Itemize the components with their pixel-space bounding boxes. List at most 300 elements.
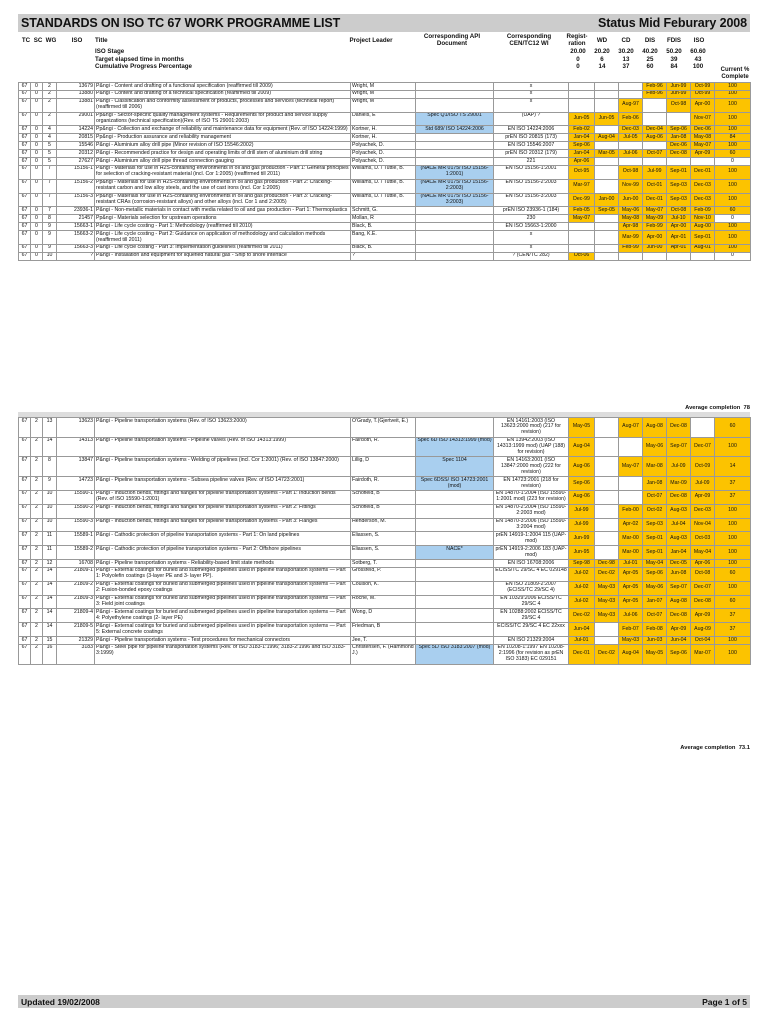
cell-cd: May-07	[619, 457, 643, 477]
cell-percent: 100	[715, 637, 751, 645]
cell-sc: 0	[31, 223, 43, 231]
cell-fdis: Aug-03	[667, 504, 691, 518]
cell-title: Pp&ngi - Materials selection for upstream operations	[95, 215, 351, 223]
cell-percent: 37	[715, 490, 751, 504]
cell-wd	[595, 244, 619, 252]
cell-leader: Wong, D	[351, 609, 416, 623]
cell-cd	[619, 437, 643, 457]
cell-iso-date: Dec-07	[691, 437, 715, 457]
cell-dis: May-04	[643, 560, 667, 568]
cell-iso-date	[691, 252, 715, 260]
cell-iso-date: Apr-09	[691, 609, 715, 623]
iso-stage-row: ISO Stage 20.00 20.20 30.20 40.20 50.20 60.60	[95, 48, 706, 55]
cell-cd: May-03	[619, 637, 643, 645]
cell-api	[416, 504, 494, 518]
title-bar	[18, 14, 750, 32]
table-row	[19, 193, 751, 207]
cell-title: P&ngi - Life cycle costing - Part 2: Guidance on application of methodology and calculation methods (reaffirmed till 2011)	[95, 231, 351, 245]
footer-bar	[18, 995, 750, 1008]
cell-cd	[619, 90, 643, 98]
table-row	[19, 637, 751, 645]
cell-cd	[619, 477, 643, 491]
cell-fdis: Dec-06	[667, 142, 691, 150]
col-wd: WD	[596, 37, 608, 44]
cell-tc: 67	[19, 98, 31, 112]
cell-iso: 21809-2	[57, 581, 95, 595]
cell-sc: 2	[31, 644, 43, 664]
cell-tc: 67	[19, 623, 31, 637]
table-row	[19, 179, 751, 193]
table-row	[19, 490, 751, 504]
cell-wg: 14	[43, 609, 57, 623]
cell-dis: May-07	[643, 207, 667, 215]
cell-sc: 0	[31, 244, 43, 252]
cell-registration: Jul-99	[569, 504, 595, 518]
cell-percent: 100	[715, 560, 751, 568]
cell-percent: 84	[715, 134, 751, 142]
cell-cd: Apr-05	[619, 595, 643, 609]
cell-tc: 67	[19, 244, 31, 252]
cell-cen: x	[494, 231, 569, 245]
cell-registration: Dec-02	[569, 609, 595, 623]
cell-cen: EN 14870-2:2004 (ISO 15590-2:2003 mod)	[494, 504, 569, 518]
cell-registration: Sep-06	[569, 142, 595, 150]
cell-cen: EN ISO 15156-3:2003	[494, 193, 569, 207]
cell-iso: 21457	[57, 215, 95, 223]
cell-api: (NACE MR 0175/ ISO 15156-3:2003)	[416, 193, 494, 207]
cell-registration: Sep-98	[569, 560, 595, 568]
cell-cd: Apr-05	[619, 581, 643, 595]
cell-sc: 0	[31, 83, 43, 91]
cell-dis: Oct-01	[643, 179, 667, 193]
table-row	[19, 532, 751, 546]
cell-wg: 5	[43, 158, 57, 166]
cell-dis: Jul-99	[643, 165, 667, 179]
cell-wd	[595, 490, 619, 504]
cell-sc: 2	[31, 532, 43, 546]
cell-percent: 37	[715, 477, 751, 491]
cell-cd	[619, 158, 643, 166]
table-row	[19, 207, 751, 215]
cell-title: P&ngi - Non-metallic materials in contact with media related to oil and gas production - Part 1: Thermoplastics	[95, 207, 351, 215]
cell-wg: 10	[43, 252, 57, 260]
cell-fdis: Jan-04	[667, 546, 691, 560]
cell-title: P&ngi - Cathodic protection of pipeline transportation systems - Part 2: Offshore pipelines	[95, 546, 351, 560]
cell-fdis: Sep-03	[667, 193, 691, 207]
cell-tc: 67	[19, 637, 31, 645]
cell-dis: Feb-99	[643, 223, 667, 231]
table-row	[19, 504, 751, 518]
cell-wd	[595, 623, 619, 637]
cell-sc: 0	[31, 158, 43, 166]
cell-tc: 67	[19, 142, 31, 150]
cell-sc: 2	[31, 504, 43, 518]
cell-wd	[595, 83, 619, 91]
cell-wg: 8	[43, 457, 57, 477]
cell-sc: 0	[31, 231, 43, 245]
cell-sc: 2	[31, 637, 43, 645]
cell-sc: 2	[31, 418, 43, 438]
cell-wd: Dec-02	[595, 567, 619, 581]
cell-cen: 230	[494, 215, 569, 223]
cell-iso-date: Nov-10	[691, 215, 715, 223]
cell-registration: Dec-99	[569, 193, 595, 207]
cell-leader: Roche, M.	[351, 595, 416, 609]
cell-fdis: Aug-03	[667, 532, 691, 546]
cell-api	[416, 142, 494, 150]
cell-wg: 7	[43, 193, 57, 207]
cell-percent: 100	[715, 518, 751, 532]
cell-wd	[595, 518, 619, 532]
cell-title: P&ngi - Aluminium alloy drill pipe (Minor revision of ISO 15546:2002)	[95, 142, 351, 150]
cell-api	[416, 215, 494, 223]
cell-title: P&ngi - Cathodic protection of pipeline transportation systems - Part 1: On land pipelines	[95, 532, 351, 546]
cell-cen: x	[494, 90, 569, 98]
cell-iso-date: Aug-01	[691, 244, 715, 252]
cell-api	[416, 637, 494, 645]
cell-title: P&ngi - Pipeline transportation systems (Rev. of ISO 13623:2000)	[95, 418, 351, 438]
cell-api	[416, 252, 494, 260]
table-row	[19, 165, 751, 179]
cell-registration: Jan-04	[569, 150, 595, 158]
cell-dis: Jan-08	[643, 477, 667, 491]
cell-api	[416, 490, 494, 504]
cell-cd: Mar-00	[619, 546, 643, 560]
table-row	[19, 134, 751, 142]
cell-wd	[595, 231, 619, 245]
cell-api	[416, 581, 494, 595]
table-row	[19, 231, 751, 245]
cell-iso-date: Dec-08	[691, 595, 715, 609]
cell-api	[416, 207, 494, 215]
cell-cen: 221	[494, 158, 569, 166]
cell-sc: 0	[31, 215, 43, 223]
cell-tc: 67	[19, 457, 31, 477]
cell-sc: 0	[31, 90, 43, 98]
cell-wd: Dec-02	[595, 644, 619, 664]
cell-cd: Feb-99	[619, 244, 643, 252]
cell-iso-date: Dec-07	[691, 581, 715, 595]
cell-wg: 11	[43, 532, 57, 546]
cell-leader: Henderson, M.	[351, 518, 416, 532]
cell-iso-date: Sep-01	[691, 231, 715, 245]
status-date: Status Mid Feburary 2008	[597, 16, 747, 30]
cell-tc: 67	[19, 418, 31, 438]
cell-dis: Sep-03	[643, 518, 667, 532]
cell-fdis: Apr-00	[667, 223, 691, 231]
cell-fdis: Jan-08	[667, 134, 691, 142]
col-sc: SC	[33, 37, 43, 44]
cell-iso: 15663-1	[57, 223, 95, 231]
cell-title: P&ngi - External coatings for buried and submerged pipelines used in pipeline transportation systems — Part 1: Polyolefin coatings (3-layer PE and 3- layer PP).	[95, 567, 351, 581]
cell-iso-date: Feb-09	[691, 207, 715, 215]
cell-fdis: Dec-08	[667, 418, 691, 438]
cell-percent: 100	[715, 112, 751, 126]
table-row	[19, 518, 751, 532]
cell-dis	[643, 142, 667, 150]
cell-fdis: Jul-04	[667, 518, 691, 532]
cell-fdis: Apr-01	[667, 244, 691, 252]
cell-registration: Jun-04	[569, 623, 595, 637]
cell-cd: Jul-05	[619, 134, 643, 142]
cell-iso-date: Aug-09	[691, 623, 715, 637]
cell-leader: Wright, M	[351, 90, 416, 98]
cell-registration: Oct-95	[569, 165, 595, 179]
stage-legend	[18, 48, 750, 80]
cell-leader: Bang, K.E.	[351, 231, 416, 245]
cell-percent: 100	[715, 193, 751, 207]
cell-dis: May-09	[643, 215, 667, 223]
cell-registration: Oct-06	[569, 252, 595, 260]
cell-iso: 13880	[57, 90, 95, 98]
cell-leader: Eliassen, S.	[351, 532, 416, 546]
cell-iso: 15590-1	[57, 490, 95, 504]
cell-registration: Dec-01	[569, 644, 595, 664]
cell-leader: Williams, D. / Tuttle, B.	[351, 193, 416, 207]
cell-iso-date: Oct-04	[691, 637, 715, 645]
cell-title: Pp&ngi - Collection and exchange of reliability and maintenance data for equipment (Rev. of ISO 14224:1999)	[95, 126, 351, 134]
cell-iso: 15156-3	[57, 193, 95, 207]
cell-cen: x	[494, 244, 569, 252]
cell-wg: 9	[43, 244, 57, 252]
page-number: Page 1 of 5	[702, 996, 747, 1007]
cell-wd	[595, 179, 619, 193]
cell-fdis: Jul-09	[667, 457, 691, 477]
cell-iso-date: Dec-03	[691, 179, 715, 193]
cell-tc: 67	[19, 165, 31, 179]
cell-leader: Grossfeld, P.	[351, 567, 416, 581]
cell-sc: 0	[31, 98, 43, 112]
cell-fdis: Jul-10	[667, 215, 691, 223]
cell-registration: Jul-99	[569, 518, 595, 532]
cell-title: P&ngi - Pipeline transportation systems - Reliability-based limit state methods	[95, 560, 351, 568]
cell-wg: 9	[43, 477, 57, 491]
cell-percent: 100	[715, 179, 751, 193]
cell-tc: 67	[19, 126, 31, 134]
cell-leader: Sotberg, T.	[351, 560, 416, 568]
cell-dis: Apr-00	[643, 231, 667, 245]
cell-cen: EN 14723:2001 (218 for revision)	[494, 477, 569, 491]
cell-leader: Kortner, H.	[351, 134, 416, 142]
cell-percent: 100	[715, 244, 751, 252]
cell-api	[416, 90, 494, 98]
cell-iso: 21809-4	[57, 609, 95, 623]
cell-iso: 27627	[57, 158, 95, 166]
table-row	[19, 150, 751, 158]
cell-sc: 0	[31, 207, 43, 215]
cell-registration: May-07	[569, 215, 595, 223]
cell-cd	[619, 142, 643, 150]
cell-registration: May-05	[569, 418, 595, 438]
cell-leader: Kortner, H.	[351, 126, 416, 134]
cell-wg: 8	[43, 215, 57, 223]
cell-cen: EN 13942:2003 (ISO 14313:1999 mod) (UAP (188) for revision)	[494, 437, 569, 457]
cell-wg: 2	[43, 112, 57, 126]
cell-sc: 0	[31, 112, 43, 126]
cell-cd: Apr-05	[619, 567, 643, 581]
cell-leader: Friedman, B	[351, 623, 416, 637]
cell-sc: 0	[31, 134, 43, 142]
cell-cen: EN ISO 14224:2006	[494, 126, 569, 134]
table-row	[19, 567, 751, 581]
cell-api	[416, 158, 494, 166]
cell-iso: 13679	[57, 83, 95, 91]
col-cen: Corresponding CEN/TC12 WI	[506, 33, 552, 47]
cell-iso: 15663-2	[57, 231, 95, 245]
cell-cd: Feb-07	[619, 623, 643, 637]
cell-api	[416, 244, 494, 252]
col-tc: TC	[21, 37, 31, 44]
cell-tc: 67	[19, 504, 31, 518]
cell-leader: Black, B.	[351, 244, 416, 252]
cell-api: Spec 5L/ ISO 3183:2007 (mod)	[416, 644, 494, 664]
cell-cd: Jun-00	[619, 193, 643, 207]
cell-leader: Williams, D. / Tuttle, B.	[351, 165, 416, 179]
cell-fdis: Jun-99	[667, 90, 691, 98]
cell-title: P&ngi - Aluminium alloy drill pipe thread connection gauging	[95, 158, 351, 166]
cell-dis	[643, 98, 667, 112]
cell-title: Pp&ngi - Materials for use in H2S-containing environments in oil and gas production - Part 3: Cracking-resistant CRAs (corrosion-resistant alloys) and other alloys (incl. Cor 1 and 2:2005)	[95, 193, 351, 207]
cell-fdis	[667, 158, 691, 166]
cell-cd: Jul-06	[619, 609, 643, 623]
cell-registration	[569, 244, 595, 252]
cell-wd	[595, 546, 619, 560]
table-row	[19, 609, 751, 623]
cell-leader: ?	[351, 252, 416, 260]
cell-tc: 67	[19, 112, 31, 126]
cell-leader: Wright, M	[351, 98, 416, 112]
cell-sc: 2	[31, 581, 43, 595]
cell-cd: Aug-97	[619, 98, 643, 112]
cell-sc: 2	[31, 437, 43, 457]
cell-api: Spec 6D ISO 14313:1999 (mod)	[416, 437, 494, 457]
cell-title: P&ngi - Induction bends, fittings and flanges for pipeline transportation systems - Part 1: Induction bends (Rev. of ISO 15590-1:2001)	[95, 490, 351, 504]
cell-leader: Daniels, E	[351, 112, 416, 126]
cell-leader: Polyachek, D.	[351, 158, 416, 166]
cell-iso: 21329	[57, 637, 95, 645]
table-row	[19, 581, 751, 595]
cell-tc: 67	[19, 581, 31, 595]
cell-cen: x	[494, 98, 569, 112]
cell-cen: ECISS/TC 29/SC 4 EC 22xxx	[494, 623, 569, 637]
cell-iso-date: May-07	[691, 142, 715, 150]
cell-registration	[569, 98, 595, 112]
cell-iso: 15156-2	[57, 179, 95, 193]
cell-percent: 100	[715, 644, 751, 664]
cell-iso: 14313	[57, 437, 95, 457]
cell-api	[416, 623, 494, 637]
cell-wd	[595, 252, 619, 260]
cell-cen: EN 10329:2006 ECISS/TC 29/SC 4	[494, 595, 569, 609]
cell-tc: 67	[19, 567, 31, 581]
table-row	[19, 98, 751, 112]
cell-cd: Apr-98	[619, 223, 643, 231]
cell-dis: Oct-07	[643, 490, 667, 504]
cell-cd: May-08	[619, 215, 643, 223]
cell-wg: 7	[43, 165, 57, 179]
cell-wd	[595, 215, 619, 223]
cell-dis: Feb-96	[643, 83, 667, 91]
cell-iso: 20815	[57, 134, 95, 142]
cell-wg: 7	[43, 179, 57, 193]
cell-tc: 67	[19, 134, 31, 142]
cell-percent: 100	[715, 504, 751, 518]
cell-api: Spec 6DSS/ ISO 14723:2001 (mod)	[416, 477, 494, 491]
cell-cen: EN ISO 15546:2007	[494, 142, 569, 150]
cell-api	[416, 83, 494, 91]
cell-percent: 60	[715, 595, 751, 609]
cell-api: (NACE MR 0175/ ISO 15156-2:2003)	[416, 179, 494, 193]
cell-wg: 14	[43, 437, 57, 457]
cell-iso: 29001	[57, 112, 95, 126]
col-title: Title	[95, 37, 108, 44]
cell-dis: Feb-96	[643, 90, 667, 98]
cell-cd	[619, 252, 643, 260]
table-row	[19, 83, 751, 91]
cell-sc: 0	[31, 165, 43, 179]
cell-fdis: Dec-08	[667, 490, 691, 504]
cell-iso-date	[691, 158, 715, 166]
cell-wg: 14	[43, 567, 57, 581]
cell-cen: EN 14161:2003 (ISO 13623:2000 mod) (217 for revision)	[494, 418, 569, 438]
cell-leader: Jee, T.	[351, 637, 416, 645]
cell-leader: Christensen, F. (Hammond J.)	[351, 644, 416, 664]
cell-dis: Oct-02	[643, 504, 667, 518]
cell-wd	[595, 504, 619, 518]
cell-fdis: Jun-99	[667, 83, 691, 91]
cell-dis: Sep-06	[643, 567, 667, 581]
cell-registration: Aug-06	[569, 457, 595, 477]
cell-registration: Jul-02	[569, 567, 595, 581]
cell-iso-date: Apr-00	[691, 98, 715, 112]
table-row	[19, 244, 751, 252]
cell-wd	[595, 532, 619, 546]
cell-fdis: Dec-05	[667, 560, 691, 568]
cell-tc: 67	[19, 252, 31, 260]
cell-registration: Jan-04	[569, 134, 595, 142]
cell-cen: EN 14870-1:2004 (ISO 15590-1:2001 mod) (223 for revision)	[494, 490, 569, 504]
cell-wd	[595, 158, 619, 166]
cell-registration: Aug-06	[569, 490, 595, 504]
table-row	[19, 418, 751, 438]
cell-cd: Mar-99	[619, 231, 643, 245]
cell-fdis: Dec-08	[667, 150, 691, 158]
cell-registration: Jun-95	[569, 546, 595, 560]
cell-iso-date: Nov-04	[691, 518, 715, 532]
cell-percent: 37	[715, 609, 751, 623]
cell-percent: 100	[715, 83, 751, 91]
cell-iso-date: Oct-99	[691, 90, 715, 98]
cell-wg: 5	[43, 142, 57, 150]
cell-cd: Mar-00	[619, 532, 643, 546]
cell-api	[416, 134, 494, 142]
cell-leader: Polyachek, D.	[351, 150, 416, 158]
cell-registration: Mar-97	[569, 179, 595, 193]
cell-wd: Sep-05	[595, 207, 619, 215]
cell-fdis	[667, 252, 691, 260]
cell-tc: 67	[19, 437, 31, 457]
cell-title: Pp&ngi - Sector-specific quality management systems - Requirements for product and service supply organizations (technical specification)(Rev. of ISO TS 29001:2003)	[95, 112, 351, 126]
cell-sc: 0	[31, 179, 43, 193]
cell-iso: 14723	[57, 477, 95, 491]
cell-sc: 2	[31, 560, 43, 568]
cell-iso: 15589-2	[57, 546, 95, 560]
table-row	[19, 90, 751, 98]
cell-wd: Aug-04	[595, 134, 619, 142]
cell-sc: 2	[31, 477, 43, 491]
cell-dis: May-05	[643, 644, 667, 664]
cell-dis: Oct-07	[643, 150, 667, 158]
